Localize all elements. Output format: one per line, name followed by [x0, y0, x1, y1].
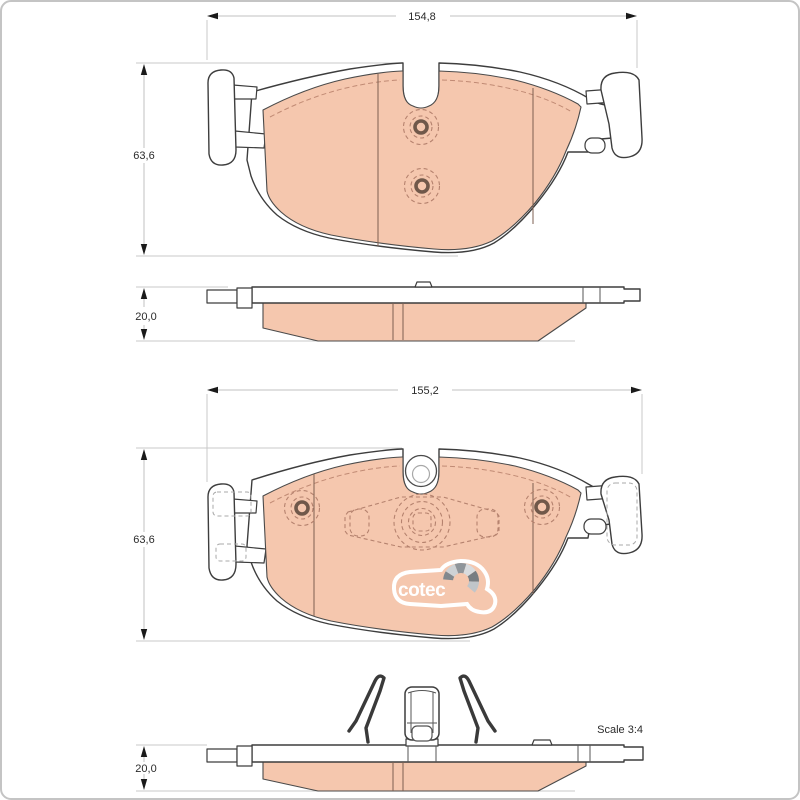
- pad2-notch-circle: [406, 456, 437, 487]
- pad2-side-friction: [263, 762, 586, 791]
- logo-text: cotec: [398, 580, 446, 601]
- pad1-height-label: 63,6: [133, 150, 155, 162]
- pad1-side-tab: [415, 282, 432, 287]
- pad1-side-friction: [263, 303, 586, 341]
- pad2-width-label: 155,2: [411, 385, 439, 397]
- pad1-width-label: 154,8: [408, 11, 436, 23]
- scale-label: Scale 3:4: [597, 724, 643, 736]
- pad1-thickness-label: 20,0: [135, 311, 157, 323]
- pad2-height-label: 63,6: [133, 534, 155, 546]
- pad2-side-plate: [252, 745, 643, 762]
- pad2-thickness-label: 20,0: [135, 763, 157, 775]
- pad2-side-tab: [532, 740, 552, 745]
- pad1-side-plate: [252, 287, 640, 303]
